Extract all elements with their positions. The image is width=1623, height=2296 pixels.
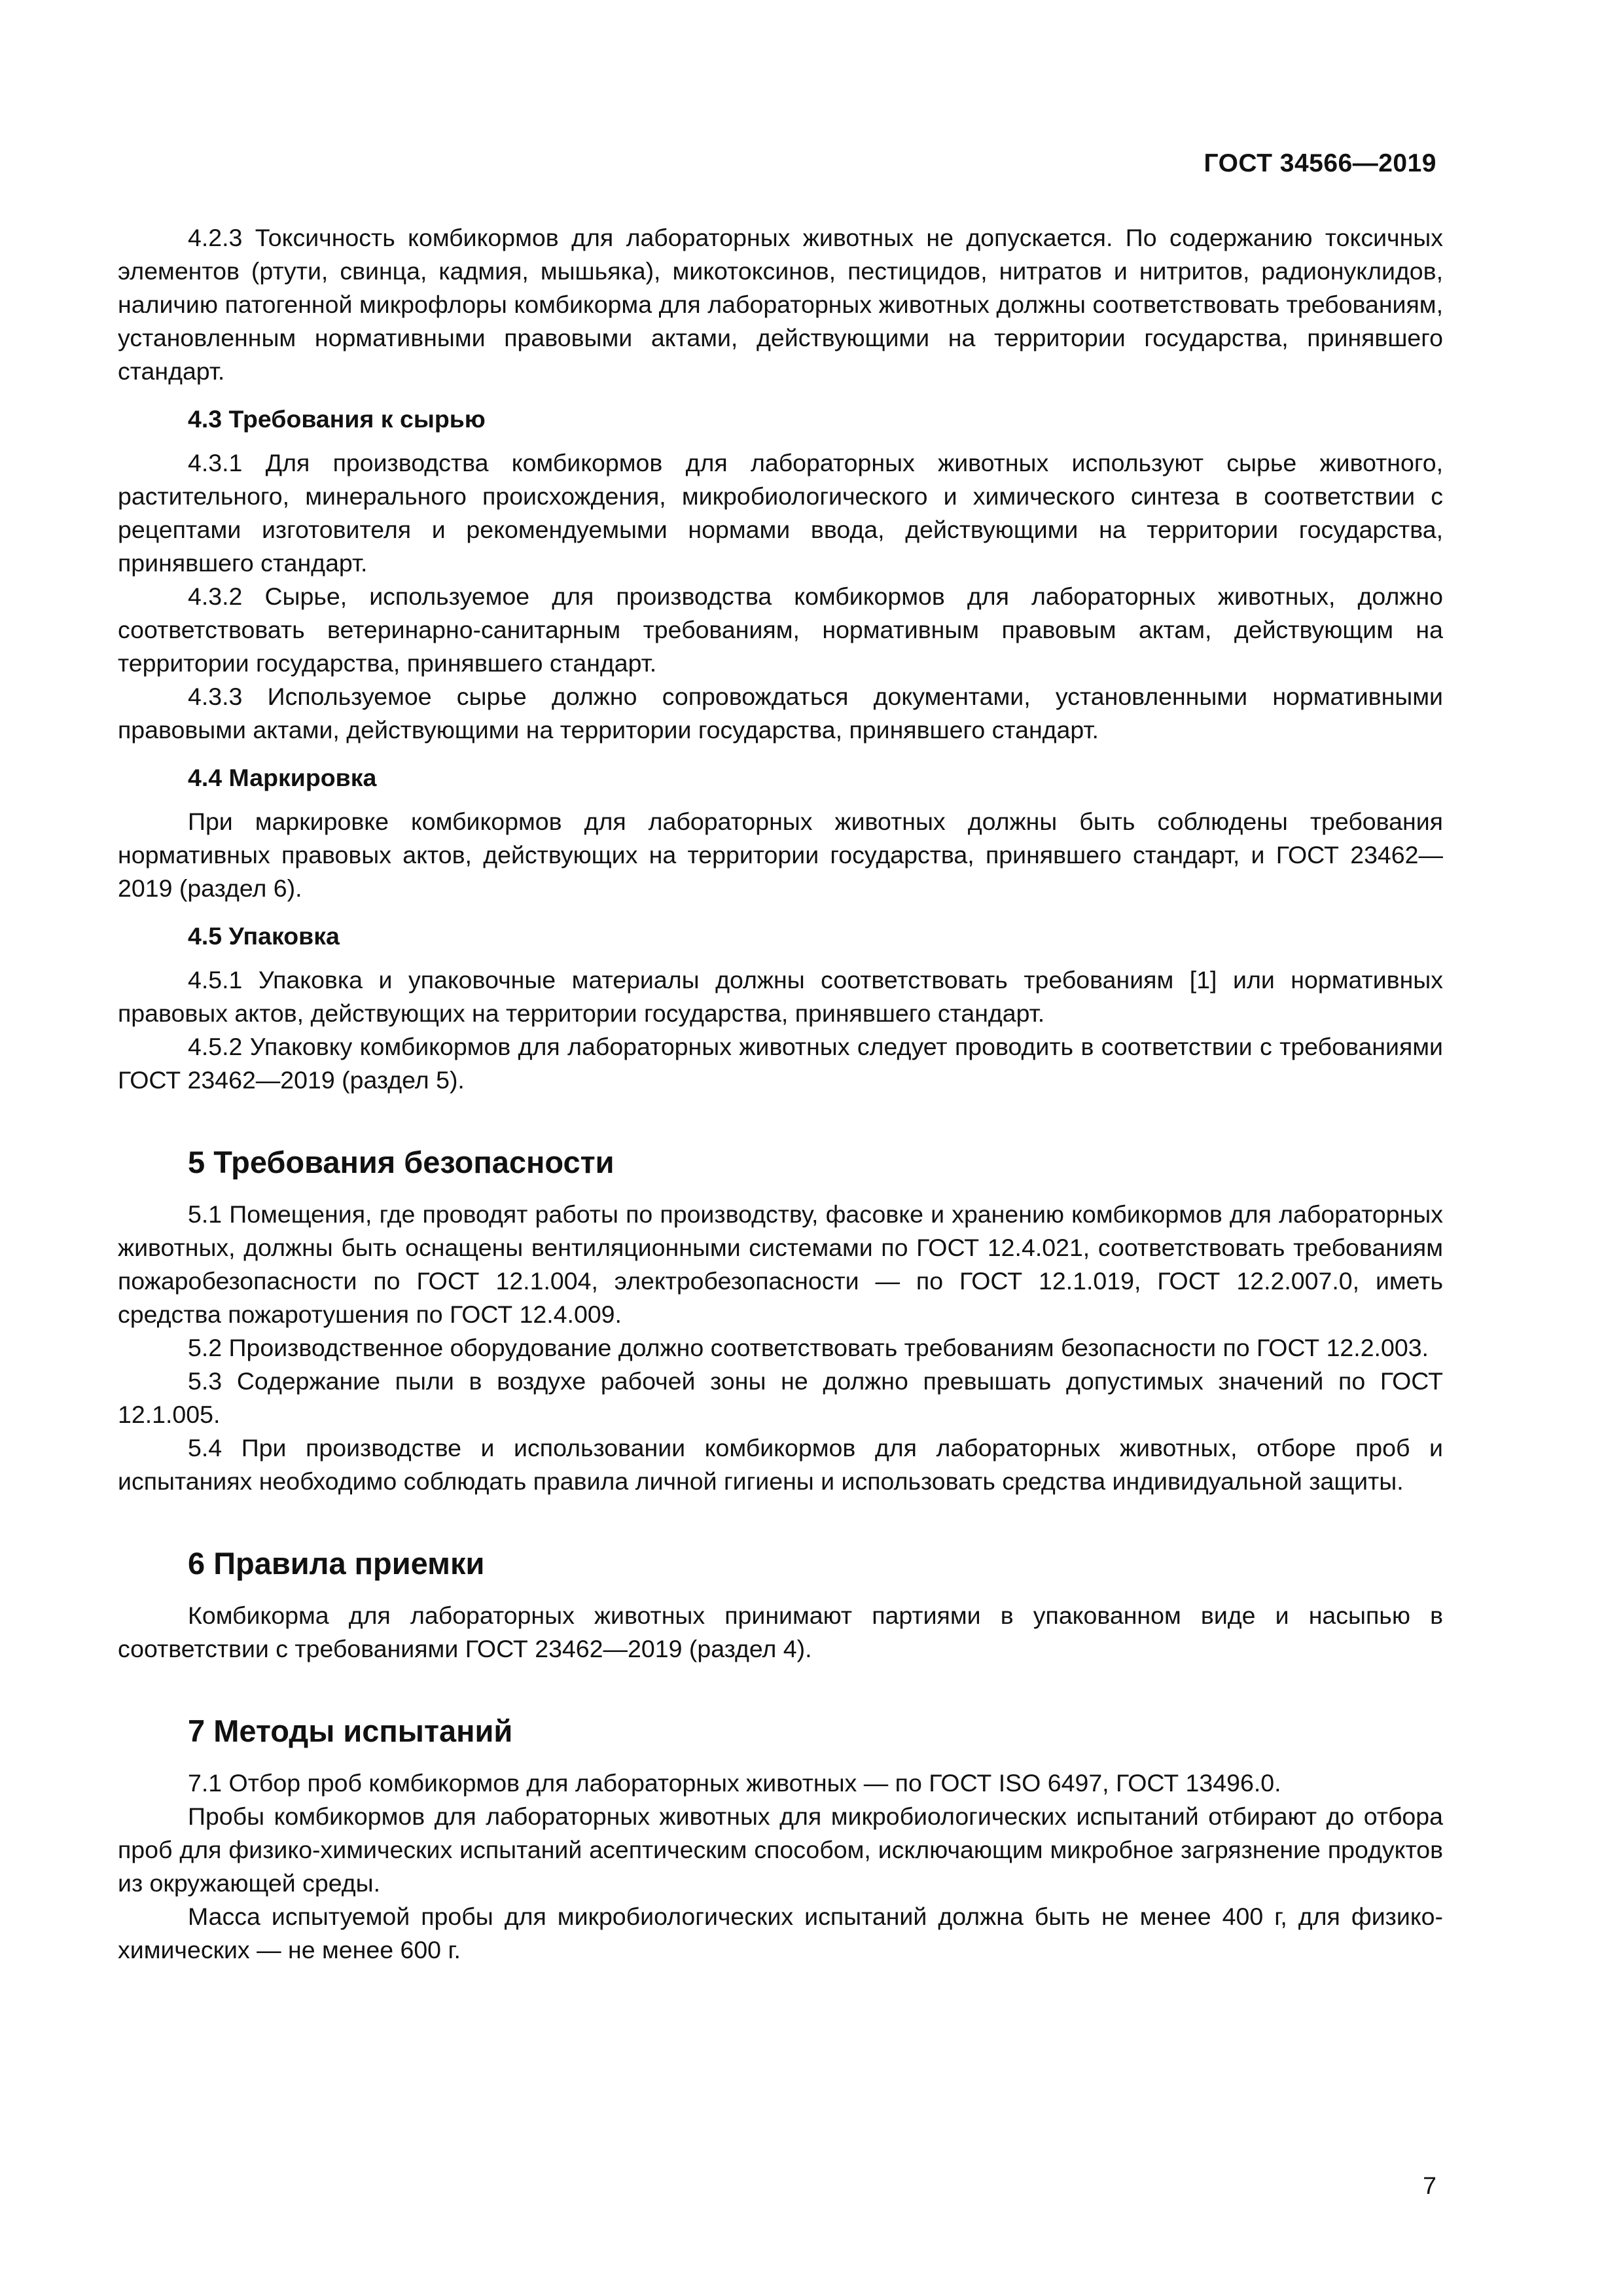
- paragraph-5-1: 5.1 Помещения, где проводят работы по производству, фасовке и хранению комбикормов для лабораторных животных, должны быть оснащены вентиляционными системами по ГОСТ 12.4.021, соответствовать требованиям пожаробезопасности по ГОСТ 12.1.004, электробезопасности — по ГОСТ 12.1.019, ГОСТ 12.2.007.0, иметь средства пожаротушения по ГОСТ 12.4.009.: [118, 1200, 1443, 1328]
- paragraph-7-1: 7.1 Отбор проб комбикормов для лабораторных животных — по ГОСТ ISO 6497, ГОСТ 13496.0.: [188, 1769, 1281, 1797]
- paragraph-4-4: При маркировке комбикормов для лабораторных животных должны быть соблюдены требования нормативных правовых актов, действующих на территории государства, принявшего стандарт, и ГОСТ 23462—2019 (раздел 6).: [118, 808, 1443, 902]
- paragraph-7-1-samples: Пробы комбикормов для лабораторных животных для микробиологических испытаний отбирают до отбора проб для физико-химических испытаний асептическим способом, исключающим микробное загрязнение продуктов из окружающей среды.: [118, 1803, 1443, 1897]
- heading-section-7: 7 Методы испытаний: [188, 1713, 513, 1748]
- paragraph-4-5-2: 4.5.2 Упаковку комбикормов для лабораторных животных следует проводить в соответствии с требованиями ГОСТ 23462—2019 (раздел 5).: [118, 1033, 1443, 1094]
- paragraph-5-3: 5.3 Содержание пыли в воздухе рабочей зоны не должно превышать допустимых значений по ГОСТ 12.1.005.: [118, 1367, 1443, 1428]
- paragraph-6: Комбикорма для лабораторных животных принимают партиями в упакованном виде и насыпью в соответствии с требованиями ГОСТ 23462—2019 (раздел 4).: [118, 1602, 1443, 1662]
- paragraph-4-3-3: 4.3.3 Используемое сырье должно сопровождаться документами, установленными нормативными правовыми актами, действующими на территории государства, принявшего стандарт.: [118, 683, 1443, 744]
- heading-4-4: 4.4 Маркировка: [188, 764, 377, 791]
- paragraph-4-2-3: 4.2.3 Токсичность комбикормов для лабораторных животных не допускается. По содержанию токсичных элементов (ртути, свинца, кадмия, мышьяка), микотоксинов, пестицидов, нитратов и нитритов, радионуклидов, наличию патогенной микрофлоры комбикорма для лабораторных животных должны соответствовать требованиям, установленным нормативными правовыми актами, действующими на территории государства, принявшего стандарт.: [118, 224, 1443, 385]
- heading-section-5: 5 Требования безопасности: [188, 1145, 615, 1179]
- paragraph-7-1-mass: Масса испытуемой пробы для микробиологических испытаний должна быть не менее 400 г, для физико-химических — не менее 600 г.: [118, 1903, 1443, 1964]
- document-body: [118, 221, 1443, 1967]
- page-number: 7: [1423, 2172, 1436, 2199]
- paragraph-5-2: 5.2 Производственное оборудование должно соответствовать требованиям безопасности по ГОСТ 12.2.003.: [188, 1334, 1429, 1361]
- paragraph-4-3-2: 4.3.2 Сырье, используемое для производства комбикормов для лабораторных животных, должно соответствовать ветеринарно-санитарным требованиям, нормативным правовым актам, действующим на территории государства, принявшего стандарт.: [118, 583, 1443, 677]
- paragraph-5-4: 5.4 При производстве и использовании комбикормов для лабораторных животных, отборе проб и испытаниях необходимо соблюдать правила личной гигиены и использовать средства индивидуальной защиты.: [118, 1434, 1443, 1495]
- paragraph-4-3-1: 4.3.1 Для производства комбикормов для лабораторных животных используют сырье животного, растительного, минерального происхождения, микробиологического и химического синтеза в соответствии с рецептами изготовителя и рекомендуемыми нормами ввода, действующими на территории государства, принявшего стандарт.: [118, 449, 1443, 577]
- heading-section-6: 6 Правила приемки: [188, 1546, 485, 1581]
- document-header: ГОСТ 34566—2019: [1204, 149, 1436, 177]
- paragraph-4-5-1: 4.5.1 Упаковка и упаковочные материалы должны соответствовать требованиям [1] или нормативных правовых актов, действующих на территории государства, принявшего стандарт.: [118, 966, 1443, 1027]
- heading-4-5: 4.5 Упаковка: [188, 922, 340, 950]
- heading-4-3: 4.3 Требования к сырью: [188, 405, 486, 433]
